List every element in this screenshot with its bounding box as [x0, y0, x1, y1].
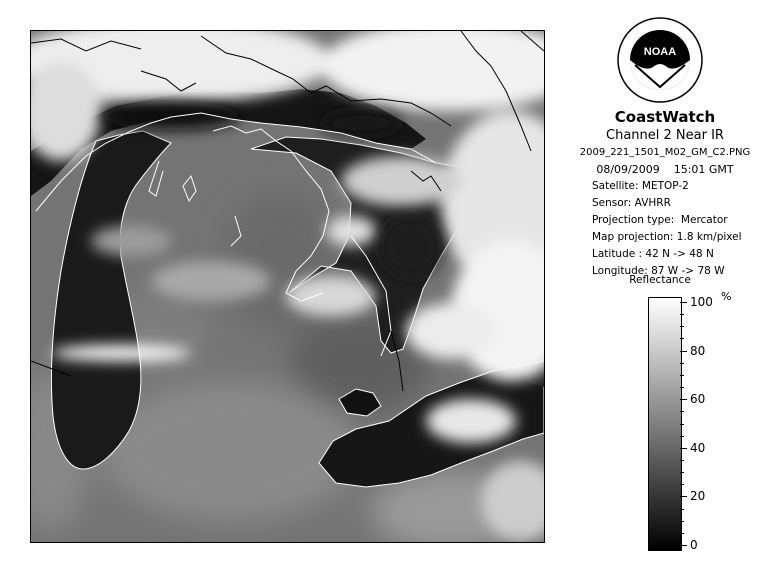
colorbar-minor-tick	[680, 448, 684, 449]
colorbar-tick-label: 60	[690, 392, 706, 407]
colorbar-minor-tick	[680, 399, 684, 400]
colorbar-minor-tick	[680, 460, 684, 461]
colorbar-minor-tick	[680, 351, 684, 352]
filename-label: 2009_221_1501_M02_GM_C2.PNG	[579, 147, 751, 158]
map-projection-label: Map projection: 1.8 km/pixel	[592, 231, 742, 243]
colorbar-minor-tick	[680, 533, 684, 534]
datetime-label: 08/09/2009 15:01 GMT	[596, 163, 734, 176]
colorbar-title: Reflectance	[629, 274, 691, 286]
map-image	[31, 31, 544, 542]
colorbar-tick-label: 20	[690, 489, 706, 504]
channel-label: Channel 2 Near IR	[606, 128, 724, 143]
colorbar-minor-tick	[680, 302, 684, 303]
colorbar-minor-tick	[680, 509, 684, 510]
colorbar-tick-label: 100	[690, 295, 713, 309]
colorbar-minor-tick	[680, 375, 684, 376]
latitude-label: Latitude : 42 N -> 48 N	[592, 248, 714, 260]
colorbar-tick-label: 40	[690, 440, 706, 455]
colorbar-minor-tick	[680, 436, 684, 437]
colorbar-minor-tick	[680, 387, 684, 388]
colorbar-minor-tick	[680, 472, 684, 473]
colorbar-minor-tick	[680, 545, 684, 546]
projection-label: Projection type: Mercator	[592, 214, 728, 226]
colorbar-minor-tick	[680, 496, 684, 497]
colorbar-minor-tick	[680, 521, 684, 522]
colorbar-minor-tick	[680, 411, 684, 412]
noaa-logo-text: NOAA	[643, 46, 677, 58]
colorbar-minor-tick	[680, 338, 684, 339]
colorbar-minor-tick	[680, 363, 684, 364]
colorbar-tick-label: 80	[690, 343, 706, 358]
longitude-label: Longitude: 87 W -> 78 W	[592, 265, 725, 277]
noaa-logo	[617, 17, 703, 103]
colorbar-tick-label: 0	[690, 538, 698, 552]
colorbar-minor-tick	[680, 314, 684, 315]
colorbar-minor-tick	[680, 424, 684, 425]
colorbar	[648, 297, 682, 551]
colorbar-minor-tick	[680, 484, 684, 485]
brand-title: CoastWatch	[614, 108, 716, 126]
colorbar-unit: %	[721, 290, 732, 303]
colorbar-minor-tick	[680, 326, 684, 327]
satellite-map[interactable]	[30, 30, 545, 543]
sensor-label: Sensor: AVHRR	[592, 197, 671, 209]
satellite-label: Satellite: METOP-2	[592, 180, 689, 192]
